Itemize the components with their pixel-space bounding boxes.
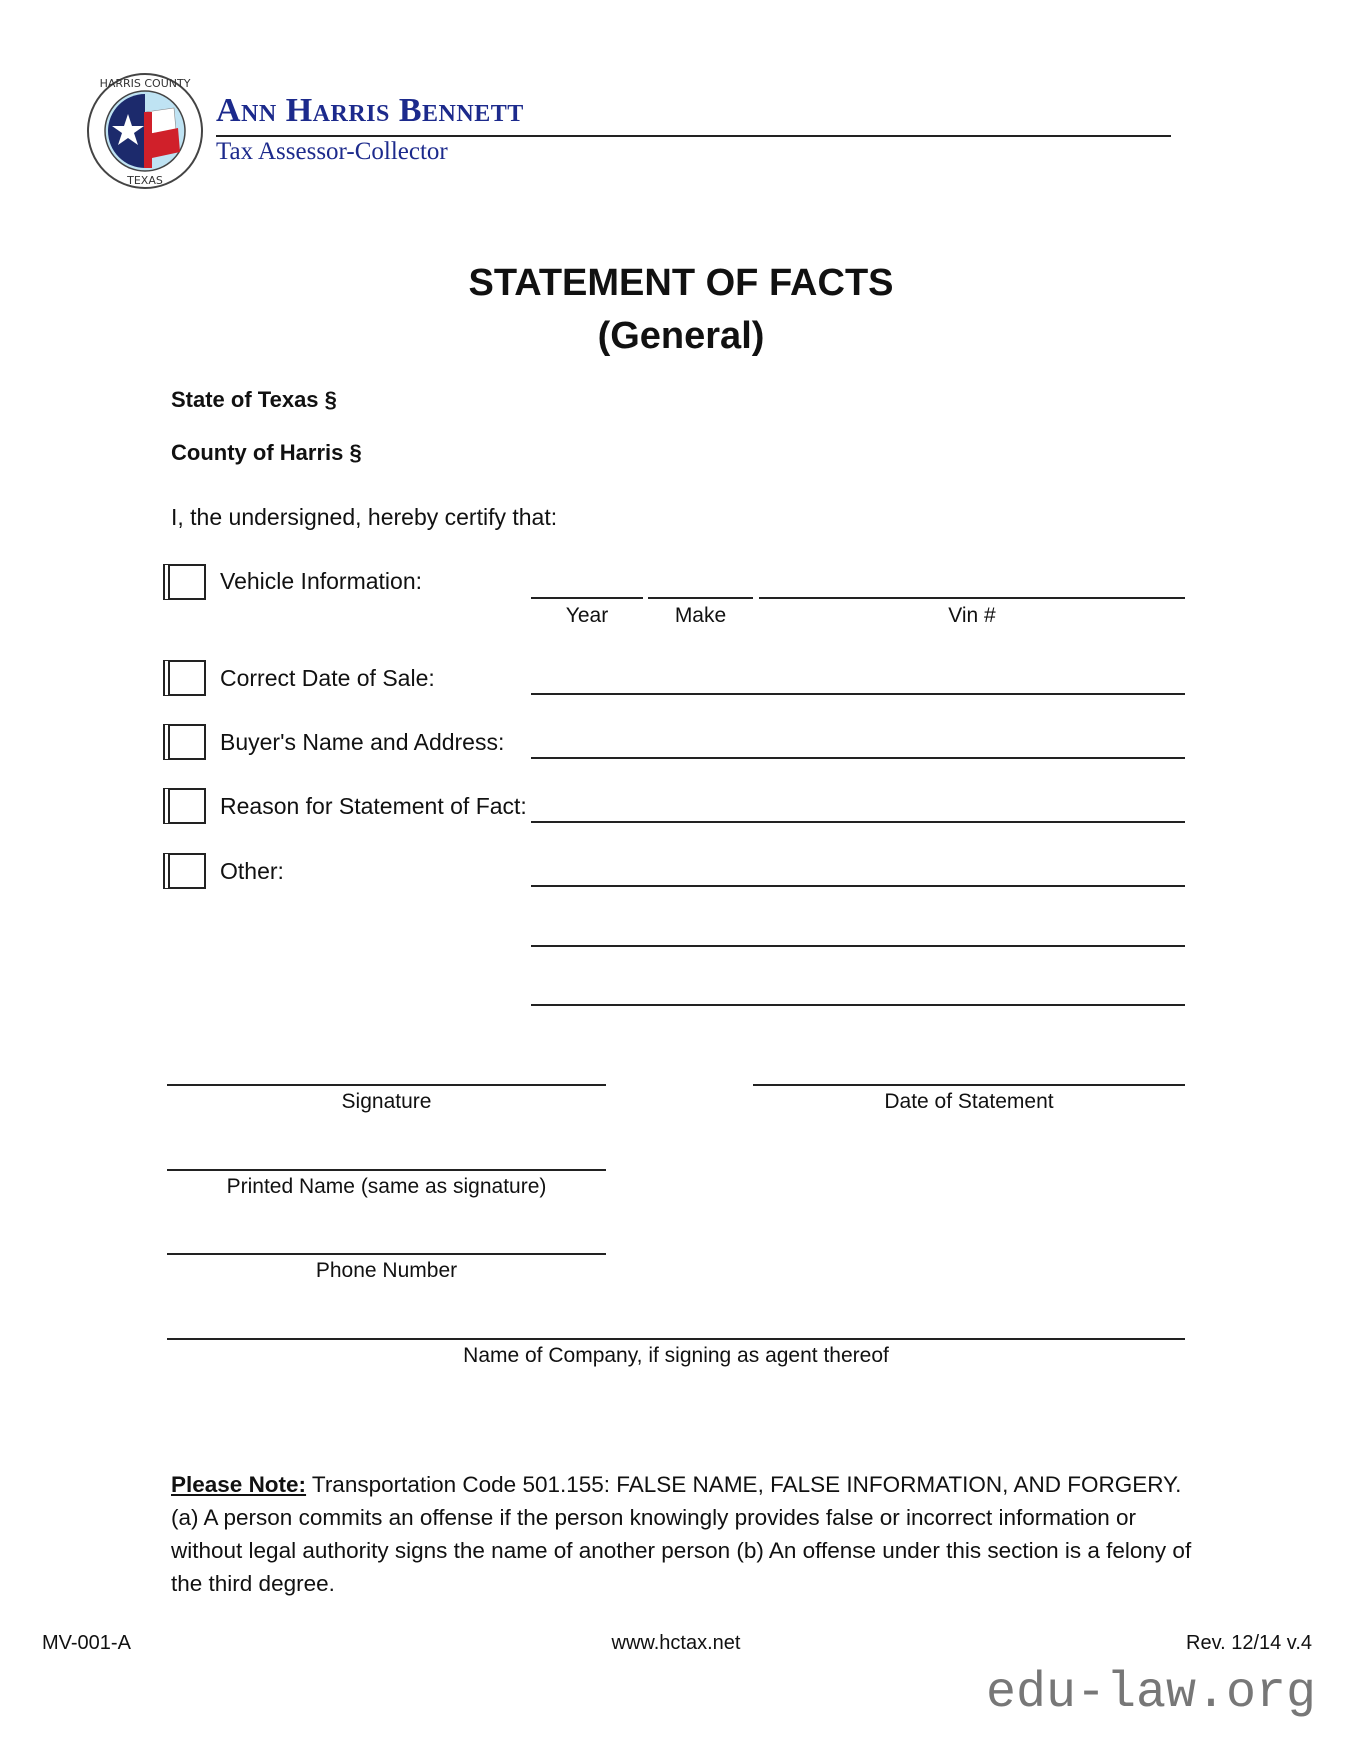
other-field-line-1[interactable] xyxy=(531,885,1185,887)
date-of-statement-caption: Date of Statement xyxy=(884,1090,1054,1113)
phone-number-field[interactable] xyxy=(167,1253,606,1255)
legal-note xyxy=(171,1468,1201,1600)
other-field-line-2[interactable] xyxy=(531,945,1185,947)
watermark: edu-law.org xyxy=(985,1665,1316,1722)
buyers-name-address-checkbox[interactable] xyxy=(168,724,206,760)
correct-date-of-sale-label: Correct Date of Sale: xyxy=(220,665,435,691)
document-title: STATEMENT OF FACTS xyxy=(468,262,894,304)
vin-caption: Vin # xyxy=(948,604,996,627)
reason-checkbox[interactable] xyxy=(168,788,206,824)
form-id: MV-001-A xyxy=(42,1632,131,1654)
year-field[interactable] xyxy=(531,597,643,599)
vehicle-information-checkbox[interactable] xyxy=(168,564,206,600)
correct-date-of-sale-field[interactable] xyxy=(531,693,1185,695)
document-subtitle: (General) xyxy=(597,315,765,357)
make-field[interactable] xyxy=(648,597,753,599)
printed-name-caption: Printed Name (same as signature) xyxy=(226,1175,547,1198)
company-name-caption: Name of Company, if signing as agent thereof xyxy=(463,1344,889,1367)
website-link[interactable]: www.hctax.net xyxy=(611,1632,741,1654)
phone-number-caption: Phone Number xyxy=(315,1259,458,1282)
vin-field[interactable] xyxy=(759,597,1185,599)
seal-icon xyxy=(86,72,204,190)
signature-caption: Signature xyxy=(341,1090,432,1113)
harris-county-seal xyxy=(86,72,204,190)
other-label: Other: xyxy=(220,858,284,884)
note-text: Transportation Code 501.155: FALSE NAME, FALSE INFORMATION, AND FORGERY. (a) A person commits an offense if the person knowingly provides false or incorrect information or without legal authority signs the name of another person (b) An offense under this section is a felony of the third degree. xyxy=(171,1472,1192,1596)
official-name: Ann Harris Bennett xyxy=(216,92,524,129)
other-field-line-3[interactable] xyxy=(531,1004,1185,1006)
reason-field[interactable] xyxy=(531,821,1185,823)
signature-field[interactable] xyxy=(167,1084,606,1086)
date-of-statement-field[interactable] xyxy=(753,1084,1185,1086)
year-caption: Year xyxy=(565,604,609,627)
svg-text:HARRIS COUNTY: HARRIS COUNTY xyxy=(99,77,191,90)
venue-county: County of Harris § xyxy=(171,440,362,465)
venue-state: State of Texas § xyxy=(171,387,337,412)
official-title: Tax Assessor-Collector xyxy=(216,138,448,165)
vehicle-information-label: Vehicle Information: xyxy=(220,568,423,594)
company-name-field[interactable] xyxy=(167,1338,1185,1340)
other-checkbox[interactable] xyxy=(168,853,206,889)
buyers-name-address-label: Buyer's Name and Address: xyxy=(220,729,505,755)
buyers-name-address-field[interactable] xyxy=(531,757,1185,759)
make-caption: Make xyxy=(674,604,727,627)
header-rule xyxy=(216,135,1171,137)
reason-label: Reason for Statement of Fact: xyxy=(220,793,527,819)
note-label: Please Note: xyxy=(171,1472,307,1497)
printed-name-field[interactable] xyxy=(167,1169,606,1171)
svg-text:TEXAS: TEXAS xyxy=(127,174,163,187)
certify-statement: I, the undersigned, hereby certify that: xyxy=(171,504,558,530)
revision: Rev. 12/14 v.4 xyxy=(1186,1632,1312,1654)
correct-date-of-sale-checkbox[interactable] xyxy=(168,660,206,696)
